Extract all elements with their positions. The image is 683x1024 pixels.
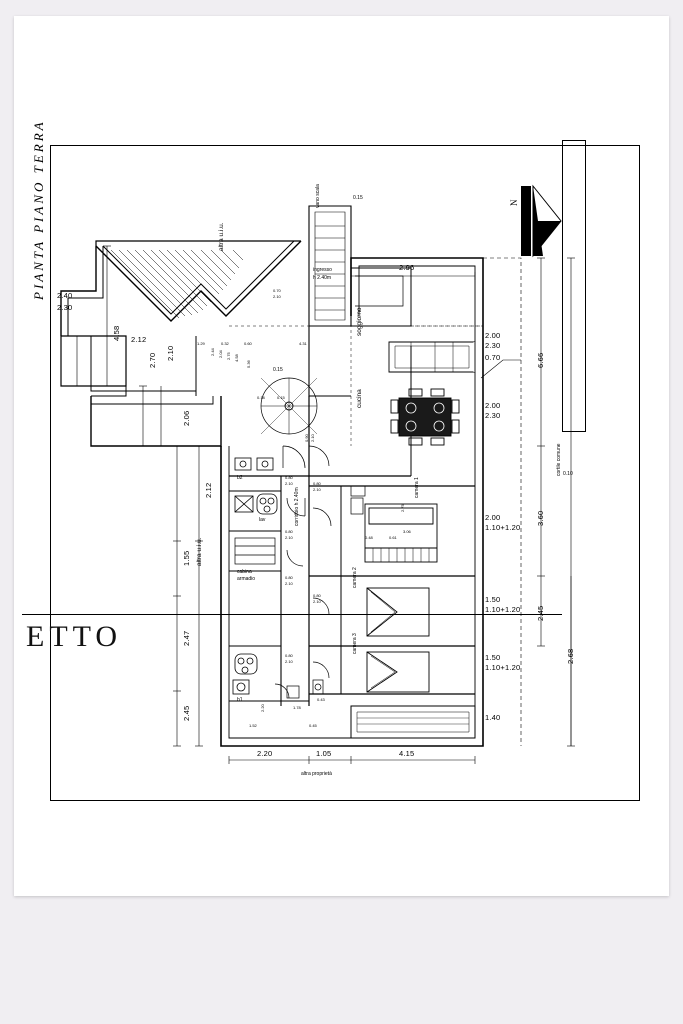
dim-155: 1.55 bbox=[182, 550, 191, 566]
dim-105: 1.05 bbox=[316, 749, 332, 758]
s-027: 0.15 bbox=[277, 395, 285, 400]
dim-360: 3.60 bbox=[536, 510, 545, 526]
dim-270: 2.70 bbox=[148, 352, 157, 368]
dim-458: 4.58 bbox=[112, 325, 121, 341]
door-210-b: 2.10 bbox=[285, 535, 293, 540]
dim-200-c: 2.00 bbox=[485, 513, 501, 522]
label-b1: b1 bbox=[237, 697, 243, 703]
s-275: 2.75 bbox=[226, 352, 231, 360]
s-061: 0.61 bbox=[389, 535, 397, 540]
dim-212-a: 2.12 bbox=[131, 335, 147, 344]
floor-plan bbox=[51, 146, 639, 800]
dim-150-b: 1.50 bbox=[485, 653, 501, 662]
dim-140: 1.40 bbox=[485, 713, 501, 722]
door-080-c: 0.80 bbox=[285, 575, 293, 580]
label-cabina-armadio: cabina bbox=[237, 569, 252, 575]
dim-206: 2.06 bbox=[182, 410, 191, 426]
s-178: 1.78 bbox=[293, 705, 301, 710]
dim-666: 6.66 bbox=[536, 352, 545, 368]
s-204: 2.04 bbox=[218, 350, 223, 358]
s-045: 0.45 bbox=[309, 723, 317, 728]
s-306: 3.06 bbox=[403, 529, 411, 534]
door-210-a: 2.10 bbox=[285, 481, 293, 486]
label-lav: lav bbox=[259, 517, 266, 523]
s-431: 4.31 bbox=[299, 341, 307, 346]
s-275b: 2.75 bbox=[400, 504, 405, 512]
dim-110120-c: 1.10+1.20 bbox=[485, 663, 521, 672]
label-camera-3: camera 3 bbox=[352, 633, 358, 654]
drawing-sheet bbox=[14, 16, 669, 896]
dim-210-left: 2.10 bbox=[166, 345, 175, 361]
s-220: 2.20 bbox=[260, 704, 265, 712]
label-altra-uiu-top: altra u.i.u. bbox=[218, 222, 225, 251]
dim-150-a: 1.50 bbox=[485, 595, 501, 604]
dim-268: 2.68 bbox=[566, 648, 575, 664]
door-090: 0.90 bbox=[304, 434, 309, 442]
dim-200-a: 2.00 bbox=[485, 331, 501, 340]
sheet-footer-text: ETTO bbox=[26, 620, 123, 653]
dim-240: 2.40 bbox=[57, 291, 73, 300]
door-210-f: 2.10 bbox=[313, 599, 321, 604]
label-camera-2: camera 2 bbox=[352, 567, 358, 588]
dim-010: 0.10 bbox=[563, 471, 573, 477]
bottom-divider bbox=[22, 614, 562, 615]
page-title: PIANTA PIANO TERRA bbox=[31, 119, 46, 300]
label-ingresso: ingresso bbox=[313, 267, 332, 273]
dim-296: 2.96 bbox=[399, 263, 415, 272]
dim-015-top: 0.15 bbox=[353, 195, 363, 201]
dim-247: 2.47 bbox=[182, 630, 191, 646]
s-247s: 0.18 bbox=[257, 395, 265, 400]
door-070: 0.70 bbox=[273, 288, 281, 293]
door-070-210: 2.10 bbox=[273, 294, 281, 299]
dim-212-b: 2.12 bbox=[204, 482, 213, 498]
label-cortile-comune: cortile comune bbox=[556, 443, 562, 476]
dim-070-right: 0.70 bbox=[485, 353, 501, 362]
s-152: 1.52 bbox=[249, 723, 257, 728]
s-458: 4.58 bbox=[234, 354, 239, 362]
label-vano-scala: vano scala bbox=[315, 184, 321, 208]
dim-110120-b: 1.10+1.20 bbox=[485, 605, 521, 614]
label-armadio: armadio bbox=[237, 576, 256, 582]
label-corridoio: corridoio h 2.40m bbox=[294, 487, 300, 526]
door-210-c: 2.10 bbox=[285, 581, 293, 586]
dim-220: 2.20 bbox=[257, 749, 273, 758]
dim-200-b: 2.00 bbox=[485, 401, 501, 410]
dim-110120-a: 1.10+1.20 bbox=[485, 523, 521, 532]
door-080-b: 0.80 bbox=[285, 529, 293, 534]
dim-230-a: 2.30 bbox=[485, 341, 501, 350]
label-b2: b2 bbox=[237, 475, 243, 481]
s-536: 5.36 bbox=[246, 360, 251, 368]
dim-230-b: 2.30 bbox=[485, 411, 501, 420]
dim-415: 4.15 bbox=[399, 749, 415, 758]
label-camera-1: camera 1 bbox=[414, 477, 420, 498]
title-block bbox=[562, 140, 586, 432]
label-soggiorno: soggiorno bbox=[356, 307, 363, 336]
s-060: 0.60 bbox=[244, 341, 252, 346]
dim-015-col: 0.15 bbox=[273, 367, 283, 373]
label-altra-proprieta: altra proprietà bbox=[301, 771, 332, 777]
dim-245-left: 2.45 bbox=[182, 705, 191, 721]
label-cucina: cucina bbox=[356, 389, 363, 408]
s-032: 0.32 bbox=[221, 341, 229, 346]
dim-245-right: 2.45 bbox=[536, 605, 545, 621]
door-080-d: 0.80 bbox=[285, 653, 293, 658]
north-letter: N bbox=[509, 199, 519, 206]
s-048: 0.48 bbox=[365, 535, 373, 540]
drawing-frame bbox=[50, 145, 640, 801]
door-090-210: 2.10 bbox=[310, 434, 315, 442]
door-080-e: 0.80 bbox=[313, 481, 321, 486]
label-altra-uiu-left: altra u.i.u. bbox=[196, 537, 203, 566]
door-080-a: 0.80 bbox=[285, 475, 293, 480]
label-ingresso-height: h 2.40m bbox=[313, 275, 332, 281]
door-210-e: 2.10 bbox=[313, 487, 321, 492]
s-129: 1.29 bbox=[197, 341, 205, 346]
s-244: 2.44 bbox=[210, 348, 215, 356]
door-080-f: 0.80 bbox=[313, 593, 321, 598]
s-043: 0.43 bbox=[317, 697, 325, 702]
dim-230-left: 2.30 bbox=[57, 303, 73, 312]
door-210-d: 2.10 bbox=[285, 659, 293, 664]
floor-plan-linework bbox=[51, 146, 639, 800]
